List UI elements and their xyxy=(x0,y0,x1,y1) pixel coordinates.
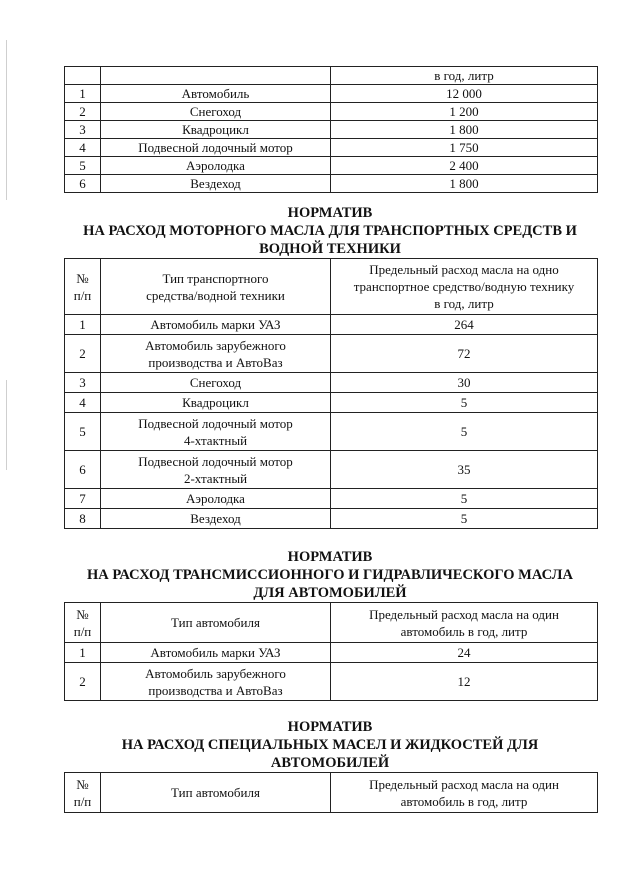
row-number: 4 xyxy=(65,139,101,157)
heading-line: ДЛЯ АВТОМОБИЛЕЙ xyxy=(253,585,407,601)
limit-value: 12 000 xyxy=(331,85,598,103)
section-heading-special-oils xyxy=(40,718,620,772)
table-row xyxy=(65,413,598,451)
vehicle-name: Вездеход xyxy=(101,509,331,529)
vehicle-name: Аэролодка xyxy=(101,157,331,175)
vehicle-name: Подвесной лодочный мотор 4-хтактный xyxy=(101,413,331,451)
section-heading-motor-oil xyxy=(40,204,620,258)
limit-value: 5 xyxy=(331,489,598,509)
column-header-type: Тип транспортного средства/водной техники xyxy=(101,259,331,315)
row-number: 8 xyxy=(65,509,101,529)
table-row xyxy=(65,335,598,373)
table-row xyxy=(65,85,598,103)
column-header-limit: Предельный расход масла на один автомобиль в год, литр xyxy=(331,603,598,643)
column-header-number: № п/п xyxy=(65,603,101,643)
vehicle-name: Подвесной лодочный мотор xyxy=(101,139,331,157)
table-row xyxy=(65,175,598,193)
special-oils-table xyxy=(64,772,598,813)
table-row xyxy=(65,663,598,701)
limit-value: 264 xyxy=(331,315,598,335)
table-cell xyxy=(101,67,331,85)
heading-line: НА РАСХОД СПЕЦИАЛЬНЫХ МАСЕЛ И ЖИДКОСТЕЙ ДЛЯ xyxy=(121,737,539,753)
table-row xyxy=(65,139,598,157)
row-number: 1 xyxy=(65,643,101,663)
scan-edge-mark-bottom xyxy=(6,380,7,470)
limit-value: 1 200 xyxy=(331,103,598,121)
fuel-table-continuation xyxy=(64,66,598,193)
limit-value: 12 xyxy=(331,663,598,701)
heading-line: АВТОМОБИЛЕЙ xyxy=(270,755,390,771)
column-header-limit: Предельный расход масла на один автомобиль в год, литр xyxy=(331,773,598,813)
vehicle-name: Автомобиль марки УАЗ xyxy=(101,315,331,335)
row-number: 6 xyxy=(65,451,101,489)
row-number: 1 xyxy=(65,85,101,103)
table-header-row xyxy=(65,773,598,813)
vehicle-name: Подвесной лодочный мотор 2-хтактный xyxy=(101,451,331,489)
vehicle-name: Аэролодка xyxy=(101,489,331,509)
table-header-row xyxy=(65,603,598,643)
limit-value: 1 800 xyxy=(331,175,598,193)
table-row xyxy=(65,103,598,121)
heading-line: НОРМАТИВ xyxy=(287,205,373,221)
section-heading-transmission-oil xyxy=(40,548,620,602)
column-header-limit: Предельный расход масла на одно транспортное средство/водную технику в год, литр xyxy=(331,259,598,315)
row-number: 2 xyxy=(65,103,101,121)
vehicle-name: Автомобиль зарубежного производства и АвтоВаз xyxy=(101,335,331,373)
column-header-type: Тип автомобиля xyxy=(101,773,331,813)
heading-line: НА РАСХОД ТРАНСМИССИОННОГО И ГИДРАВЛИЧЕСКОГО МАСЛА xyxy=(87,567,573,583)
table-header-cell: в год, литр xyxy=(331,67,598,85)
table-row xyxy=(65,489,598,509)
column-header-number: № п/п xyxy=(65,259,101,315)
table-row xyxy=(65,393,598,413)
heading-line: НА РАСХОД МОТОРНОГО МАСЛА ДЛЯ ТРАНСПОРТНЫХ СРЕДСТВ И xyxy=(83,223,577,239)
row-number: 1 xyxy=(65,315,101,335)
limit-value: 5 xyxy=(331,413,598,451)
motor-oil-table xyxy=(64,258,598,529)
table-row xyxy=(65,157,598,175)
row-number: 3 xyxy=(65,121,101,139)
row-number: 5 xyxy=(65,413,101,451)
row-number: 2 xyxy=(65,335,101,373)
limit-value: 72 xyxy=(331,335,598,373)
table-row xyxy=(65,643,598,663)
limit-value: 35 xyxy=(331,451,598,489)
scan-edge-mark-top xyxy=(6,40,7,200)
vehicle-name: Автомобиль марки УАЗ xyxy=(101,643,331,663)
vehicle-name: Снегоход xyxy=(101,373,331,393)
row-number: 5 xyxy=(65,157,101,175)
vehicle-name: Квадроцикл xyxy=(101,121,331,139)
heading-line: НОРМАТИВ xyxy=(287,719,373,735)
vehicle-name: Квадроцикл xyxy=(101,393,331,413)
vehicle-name: Вездеход xyxy=(101,175,331,193)
vehicle-name: Автомобиль зарубежного производства и АвтоВаз xyxy=(101,663,331,701)
table-row xyxy=(65,121,598,139)
vehicle-name: Снегоход xyxy=(101,103,331,121)
column-header-type: Тип автомобиля xyxy=(101,603,331,643)
table-cell xyxy=(65,67,101,85)
limit-value: 30 xyxy=(331,373,598,393)
row-number: 4 xyxy=(65,393,101,413)
limit-value: 24 xyxy=(331,643,598,663)
heading-line: НОРМАТИВ xyxy=(287,549,373,565)
row-number: 6 xyxy=(65,175,101,193)
row-number: 3 xyxy=(65,373,101,393)
limit-value: 5 xyxy=(331,393,598,413)
limit-value: 1 800 xyxy=(331,121,598,139)
table-row xyxy=(65,373,598,393)
limit-value: 5 xyxy=(331,509,598,529)
row-number: 7 xyxy=(65,489,101,509)
limit-value: 1 750 xyxy=(331,139,598,157)
table-row xyxy=(65,315,598,335)
table-row xyxy=(65,67,598,85)
table-row xyxy=(65,509,598,529)
row-number: 2 xyxy=(65,663,101,701)
transmission-oil-table xyxy=(64,602,598,701)
table-row xyxy=(65,451,598,489)
vehicle-name: Автомобиль xyxy=(101,85,331,103)
table-header-row xyxy=(65,259,598,315)
column-header-number: № п/п xyxy=(65,773,101,813)
heading-line: ВОДНОЙ ТЕХНИКИ xyxy=(259,241,401,257)
limit-value: 2 400 xyxy=(331,157,598,175)
